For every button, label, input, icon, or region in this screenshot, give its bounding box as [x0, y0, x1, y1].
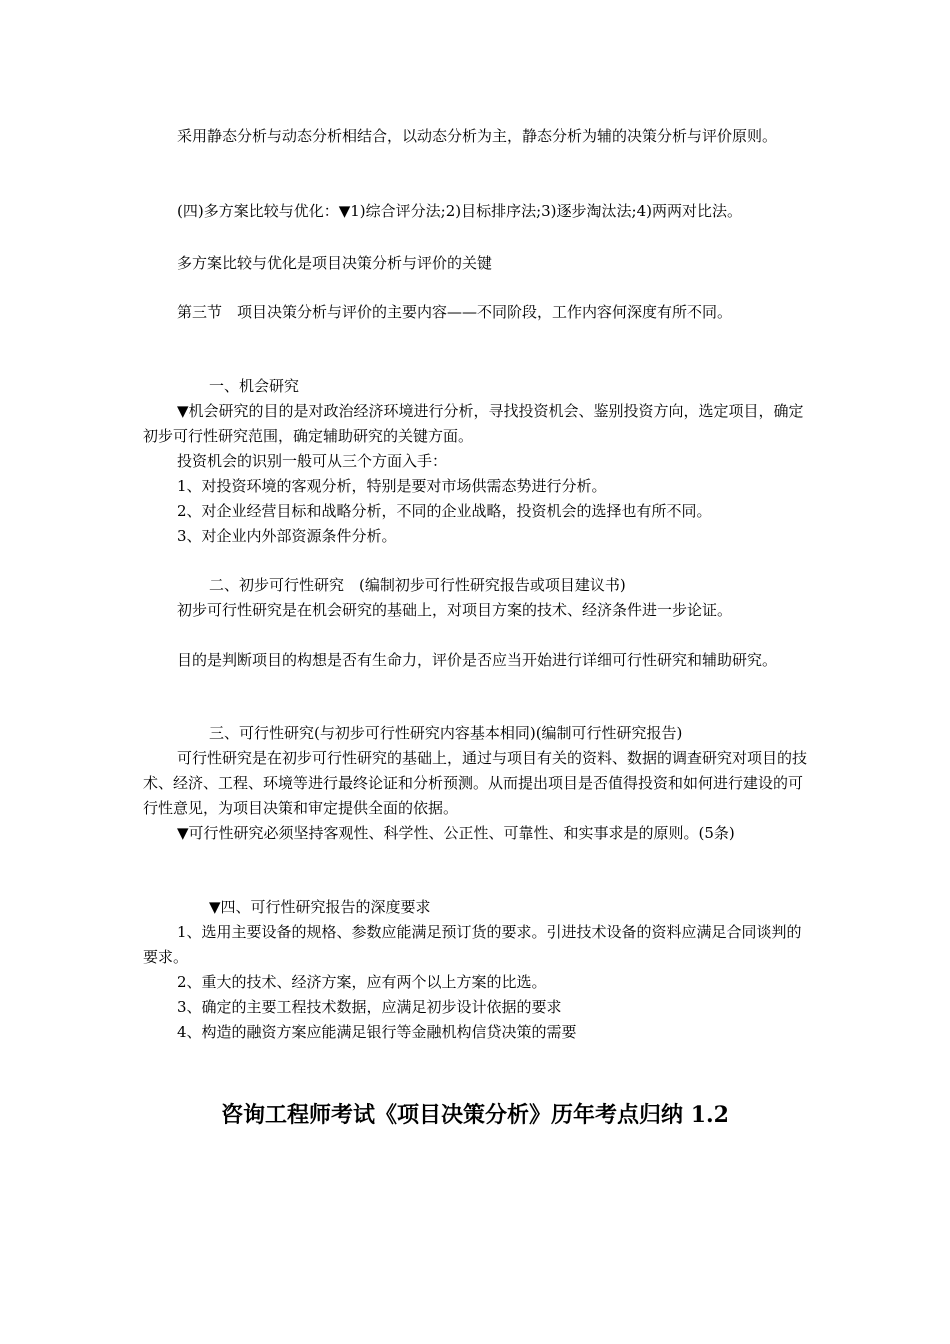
list-item: 1、选用主要设备的规格、参数应能满足预订货的要求。引进技术设备的资料应满足合同谈判的要求。	[143, 923, 802, 966]
paragraph-opportunity-aspects: 投资机会的识别一般可从三个方面入手：	[177, 452, 448, 470]
paragraph-multi-scheme-methods: (四)多方案比较与优化：▼1)综合评分法;2)目标排序法;3)逐步淘汰法;4)两两对比法。	[177, 202, 742, 220]
paragraph-opportunity-purpose: ▼机会研究的目的是对政治经济环境进行分析，寻找投资机会、鉴别投资方向，选定项目，确定初步可行性研究范围，确定辅助研究的关键方面。	[143, 402, 804, 445]
list-item: 2、重大的技术、经济方案，应有两个以上方案的比选。	[177, 973, 547, 991]
heading-preliminary-feasibility: 二、初步可行性研究 (编制初步可行性研究报告或项目建议书)	[209, 576, 626, 594]
list-item: 1、对投资环境的客观分析，特别是要对市场供需态势进行分析。	[177, 477, 607, 495]
heading-report-depth: ▼四、可行性研究报告的深度要求	[209, 898, 431, 916]
list-item: 4、构造的融资方案应能满足银行等金融机构信贷决策的需要	[177, 1023, 577, 1041]
paragraph-preliminary-purpose: 目的是判断项目的构想是否有生命力，评价是否应当开始进行详细可行性研究和辅助研究。	[177, 651, 778, 669]
list-item: 3、对企业内外部资源条件分析。	[177, 527, 397, 545]
paragraph-principle: 采用静态分析与动态分析相结合，以动态分析为主，静态分析为辅的决策分析与评价原则。	[177, 127, 778, 145]
heading-opportunity-study: 一、机会研究	[209, 377, 300, 395]
paragraph-multi-scheme-key: 多方案比较与优化是项目决策分析与评价的关键	[177, 254, 493, 272]
document-title: 咨询工程师考试《项目决策分析》历年考点归纳 1.2	[221, 1102, 729, 1128]
paragraph-feasibility-definition: 可行性研究是在初步可行性研究的基础上，通过与项目有关的资料、数据的调查研究对项目的技术、经济、工程、环境等进行最终论证和分析预测。从而提出项目是否值得投资和如何进行建设的可行性意见，为项目决策和审定提供全面的依据。	[143, 749, 808, 817]
list-item: 2、对企业经营目标和战略分析，不同的企业战略，投资机会的选择也有所不同。	[177, 502, 712, 520]
section-heading-chapter3: 第三节 项目决策分析与评价的主要内容——不同阶段，工作内容何深度有所不同。	[177, 303, 733, 321]
paragraph-preliminary-definition: 初步可行性研究是在机会研究的基础上，对项目方案的技术、经济条件进一步论证。	[177, 601, 733, 619]
list-item: 3、确定的主要工程技术数据，应满足初步设计依据的要求	[177, 998, 562, 1016]
paragraph-feasibility-principles: ▼可行性研究必须坚持客观性、科学性、公正性、可靠性、和实事求是的原则。(5条)	[177, 824, 735, 842]
heading-feasibility-study: 三、可行性研究(与初步可行性研究内容基本相同)(编制可行性研究报告)	[209, 724, 683, 742]
